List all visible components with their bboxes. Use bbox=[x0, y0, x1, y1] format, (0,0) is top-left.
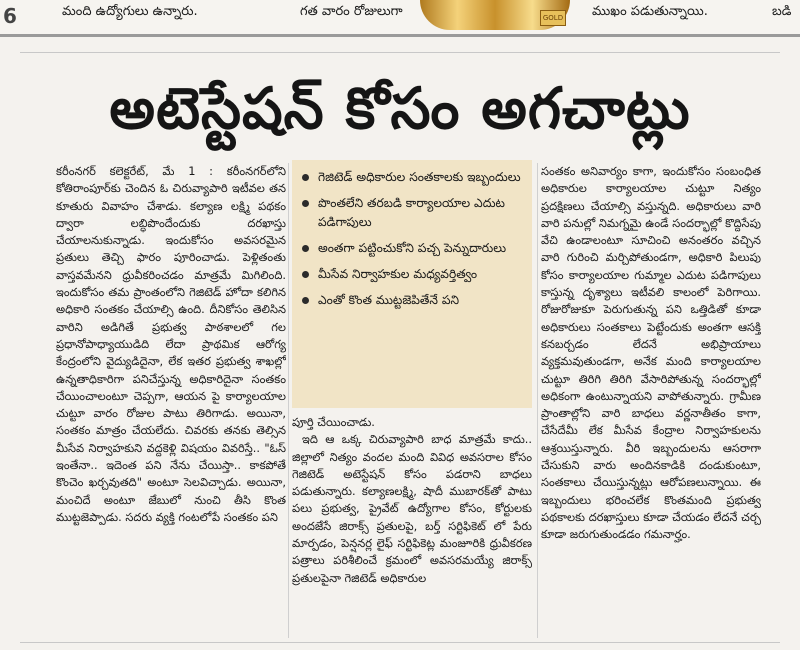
bullet-icon bbox=[302, 297, 309, 304]
strip-snippet-right: ముఖం పడుతున్నాయి. bbox=[592, 4, 708, 19]
bottom-divider bbox=[20, 642, 780, 643]
highlight-item bbox=[302, 265, 524, 284]
top-divider bbox=[20, 52, 780, 53]
strip-snippet-left: మంది ఉద్యోగులు ఉన్నారు. bbox=[62, 4, 198, 19]
bullet-icon bbox=[302, 245, 309, 252]
article-column-right bbox=[541, 163, 761, 638]
highlight-item bbox=[302, 194, 524, 232]
highlight-text: ఎంతో కొంత ముట్టజెపితేనే పని bbox=[318, 293, 460, 307]
strip-snippet-far-right: బడి bbox=[772, 4, 792, 19]
highlight-item bbox=[302, 168, 524, 187]
highlight-text: అంతగా పట్టించుకోని పచ్చ పెన్నుదారులు bbox=[318, 241, 507, 255]
highlight-text: పొంతలేని తరబడి కార్యాలయాల ఎదుట పడిగాపులు bbox=[318, 196, 505, 229]
page-number: 6 bbox=[3, 4, 17, 28]
article-paragraph: ఇది ఆ ఒక్క చిరువ్యాపారి బాధ మాత్రమే కాదు.. జిల్లాలో నిత్యం వందల మంది వివిధ అవసరాల కోసం గెజిటెడ్ అటెస్టేషన్ కోసం పడరాని బాధలు పడుతున్నారు. కల్యాణలక్ష్మి, షాదీ ముబారక్‌తో పాటు పలు ప్రభుత్వ, ప్రైవేట్ ఉద్యోగాల కోసం, కోర్టులకు అందజేసే జిరాక్స్ ప్రతులపై, బర్త్ సర్టిఫికెట్ లో పేరు మార్పడం, పెన్షనర్ల లైఫ్ సర్టిఫికెట్ల మంజూరికి ధ్రువీకరణ పత్రాలు పరిశీలించే క్రమంలో అవసరమయ్యే జిరాక్స్ ప్రతులపైనా గెజిటెడ్ అధికారుల bbox=[292, 432, 532, 585]
highlight-text: మీసేవ నిర్వాహకుల మధ్యవర్తిత్వం bbox=[318, 267, 478, 281]
previous-page-strip bbox=[0, 0, 800, 37]
column-divider bbox=[537, 163, 538, 638]
highlight-text: గెజిటెడ్ అధికారుల సంతకాలకు ఇబ్బందులు bbox=[318, 170, 521, 184]
highlights-box bbox=[292, 160, 532, 408]
article-headline: అటెస్టేషన్ కోసం అగచాట్లు bbox=[109, 76, 691, 142]
column-divider bbox=[288, 163, 289, 638]
article-column-left bbox=[56, 163, 286, 638]
article-paragraph: పూర్తి చేయించాడు. bbox=[292, 415, 375, 429]
article-paragraph: కరీంనగర్ కలెక్టరేట్, మే 1 : కరీంనగర్‌లోని కోతిరాంపూర్‌కు చెందిన ఓ చిరువ్యాపారి ఇటీవల తన కూతురు వివాహం చేశాడు. కల్యాణ లక్ష్మి పథకం ద్వారా లబ్ధిపొందేందుకు దరఖాస్తు చేయాలనుకున్నాడు. ఇందుకోసం అవసరమైన ప్రతులు తెచ్చి ఫారం పూరించాడు. పెళ్లితంతు వాస్తవమేనని ధ్రువీకరించడం మాత్రమే మిగిలింది. ఇందుకోసం తమ ప్రాంతంలోని గెజిటెడ్ హోదా కలిగిన అధికారి సంతకం చేయాల్సి ఉంది. దీనికోసం తెలిసిన వారిని అడిగితే ప్రభుత్వ పాఠశాలలో గల ప్రధానోపాధ్యాయుడిది లేదా ప్రాథమిక ఆరోగ్య కేంద్రంలోని వైద్యుడిదైనా, లేక ఇతర ప్రభుత్వ శాఖల్లో ఉన్నతాధికారిగా పనిచేస్తున్న అధికారిదైనా సంతకం చేయించాలంటూ చెప్పగా, ఆయన పై కార్యాలయాల చుట్టూ వారం రోజుల పాటు తిరిగాడు. అయినా, సంతకం మాత్రం చేయలేదు. చివరకు తనకు తెల్సిన మీసేవ నిర్వాహకుని వద్దకెళ్లి విషయం వివరిస్తే.. "ఓస్ ఇంతేనా.. ఇదెంత పని నేను చేయిస్తా.. కాకపోతే కొంచెం ఖర్చవుతది" అంటూ సెలవిచ్చాడు. అయినా, మంచిదే అంటూ జేబులో నుంచి తీసి కొంత ముట్టజెప్పాడు. సదరు వ్యక్తి గంటలోపే సంతకం పని bbox=[56, 164, 286, 524]
bullet-icon bbox=[302, 174, 309, 181]
bullet-icon bbox=[302, 271, 309, 278]
strip-snippet-mid: గత వారం రోజులుగా bbox=[300, 4, 403, 19]
article-paragraph: సంతకం అనివార్యం కాగా, ఇందుకోసం సంబంధిత అధికారుల కార్యాలయాల చుట్టూ నిత్యం ప్రదక్షిణలు చేయాల్సి వస్తున్నది. అధికారులు వారి వారి పనుల్లో నిమగ్నమై ఉండే సందర్భాల్లో కొద్దిసేపు వేచి ఉండాలంటూ సూచించి అనంతరం వచ్చిన వారి గురించి మర్చిపోతుండగా, అధికారి పిలుపు కోసం కార్యాలయాల గుమ్మాల ఎదుట పడిగాపులు కాస్తున్న దృశ్యాలు ఇటీవలి కాలంలో పెరిగాయి. రోజురోజుకూ పెరుగుతున్న పని ఒత్తిడితో కూడా అధికారులు సంతకాలు పెట్టేందుకు అంతగా ఆసక్తి కనబర్చడం లేదనే అభిప్రాయాలు వ్యక్తమవుతుండగా, అనేక మంది కార్యాలయాల చుట్టూ తిరిగి తిరిగి వేసారిపోతున్న సందర్భాల్లో అధికంగా ఉంటున్నాయని వాపోతున్నారు. గ్రామీణ ప్రాంతాల్లోని వారి బాధలు వర్ణనాతీతం కాగా, చేసేదేమీ లేక మీసేవ కేంద్రాల నిర్వాహకులను ఆశ్రయిస్తున్నారు. వీరి ఇబ్బందులను ఆసరాగా చేసుకుని వారు అందినకాడికి దండుకుంటూ, సంతకాలు చేయిస్తున్నట్లు ఆరోపణలున్నాయి. ఈ ఇబ్బందులు భరించలేక కొంతమంది ప్రభుత్వ పథకాలకు దరఖాస్తులు కూడా చేయడం లేదనే చర్చ కూడా జరుగుతుండడం గమనార్హం. bbox=[541, 164, 761, 542]
highlight-item bbox=[302, 239, 524, 258]
article-column-middle bbox=[292, 414, 532, 638]
highlight-item bbox=[302, 291, 524, 310]
gold-bar-label: GOLD bbox=[540, 10, 566, 26]
bullet-icon bbox=[302, 200, 309, 207]
